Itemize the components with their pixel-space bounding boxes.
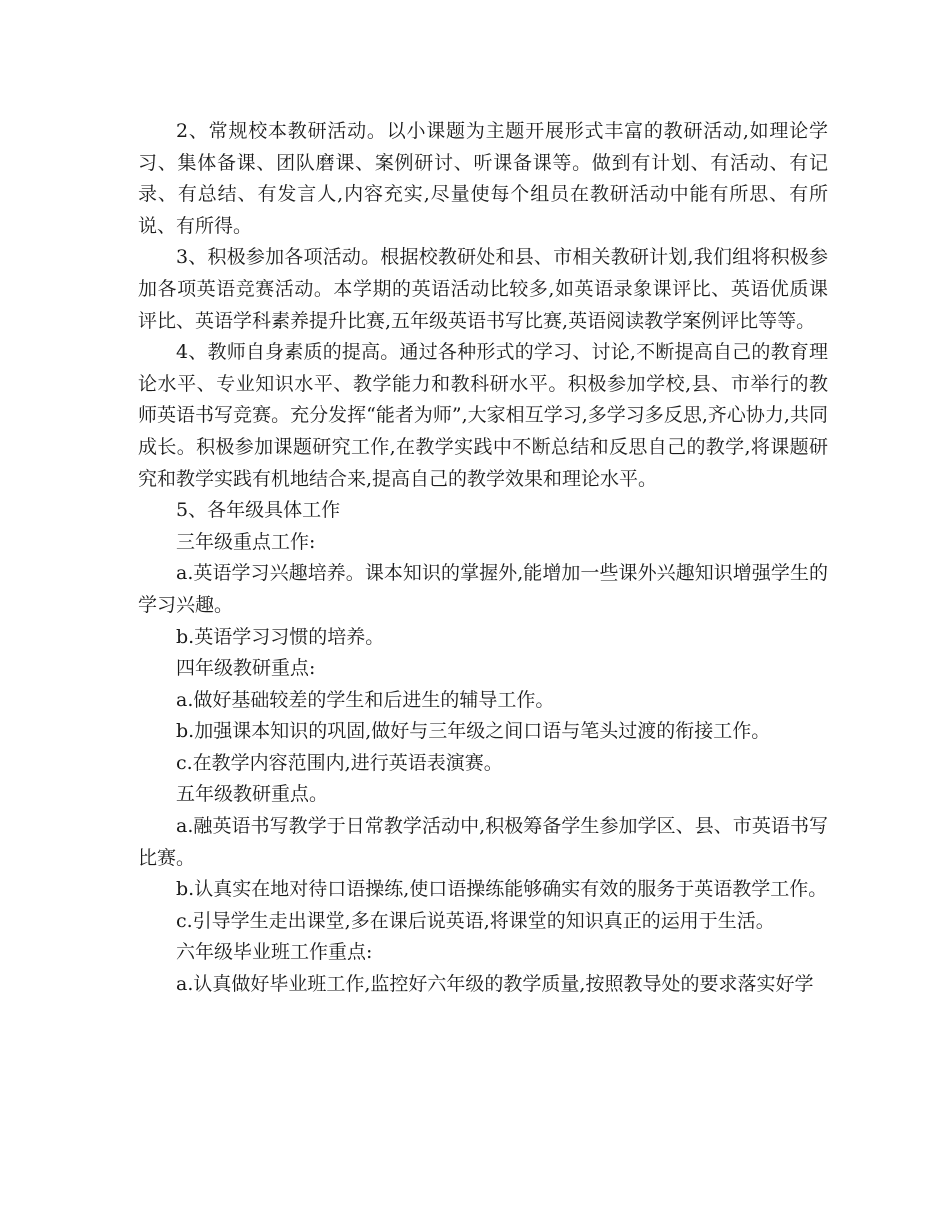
document-body xyxy=(138,116,828,1001)
grade5-item-c: c.引导学生走出课堂,多在课后说英语,将课堂的知识真正的运用于生活。 xyxy=(176,909,775,932)
grade4-heading: 四年级教研重点: xyxy=(176,657,316,680)
grade3-item-b: b.英语学习习惯的培养。 xyxy=(176,625,385,648)
grade4-item-b: b.加强课本知识的巩固,做好与三年级之间口语与笔头过渡的衔接工作。 xyxy=(176,720,771,743)
paragraph-routine-research: 2、常规校本教研活动。以小课题为主题开展形式丰富的教研活动,如理论学习、集体备课、团队磨课、案例研讨、听课备课等。做到有计划、有活动、有记录、有总结、有发言人,内容充实,尽量使每个组员在教研活动中能有所思、有所说、有所得。 xyxy=(138,120,828,237)
grade3-item-a: a.英语学习兴趣培养。课本知识的掌握外,能增加一些课外兴趣知识增强学生的学习兴趣。 xyxy=(138,562,828,616)
grade3-heading: 三年级重点工作: xyxy=(176,530,316,553)
grade5-heading: 五年级教研重点。 xyxy=(176,783,329,806)
grade6-item-a: a.认真做好毕业班工作,监控好六年级的教学质量,按照教导处的要求落实好学 xyxy=(176,973,814,996)
grade5-item-a: a.融英语书写教学于日常教学活动中,积极筹备学生参加学区、县、市英语书写比赛。 xyxy=(138,815,828,869)
paragraph-grade-work-heading: 5、各年级具体工作 xyxy=(176,499,341,522)
paragraph-teacher-quality: 4、教师自身素质的提高。通过各种形式的学习、讨论,不断提高自己的教育理论水平、专业知识水平、教学能力和教科研水平。积极参加学校,县、市举行的教师英语书写竞赛。充分发挥“能者为师”,大家相互学习,多学习多反思,齐心协力,共同成长。积极参加课题研究工作,在教学实践中不断总结和反思自己的教学,将课题研究和教学实践有机地结合来,提高自己的教学效果和理论水平。 xyxy=(138,341,828,490)
grade5-item-b: b.认真实在地对待口语操练,使口语操练能够确实有效的服务于英语教学工作。 xyxy=(176,878,828,901)
grade6-heading: 六年级毕业班工作重点: xyxy=(176,941,373,964)
grade4-item-c: c.在教学内容范围内,进行英语表演赛。 xyxy=(176,751,503,774)
paragraph-activities: 3、积极参加各项活动。根据校教研处和县、市相关教研计划,我们组将积极参加各项英语竞赛活动。本学期的英语活动比较多,如英语录象课评比、英语优质课评比、英语学科素养提升比赛,五年级英语书写比赛,英语阅读教学案例评比等等。 xyxy=(138,246,828,332)
grade4-item-a: a.做好基础较差的学生和后进生的辅导工作。 xyxy=(176,688,555,711)
